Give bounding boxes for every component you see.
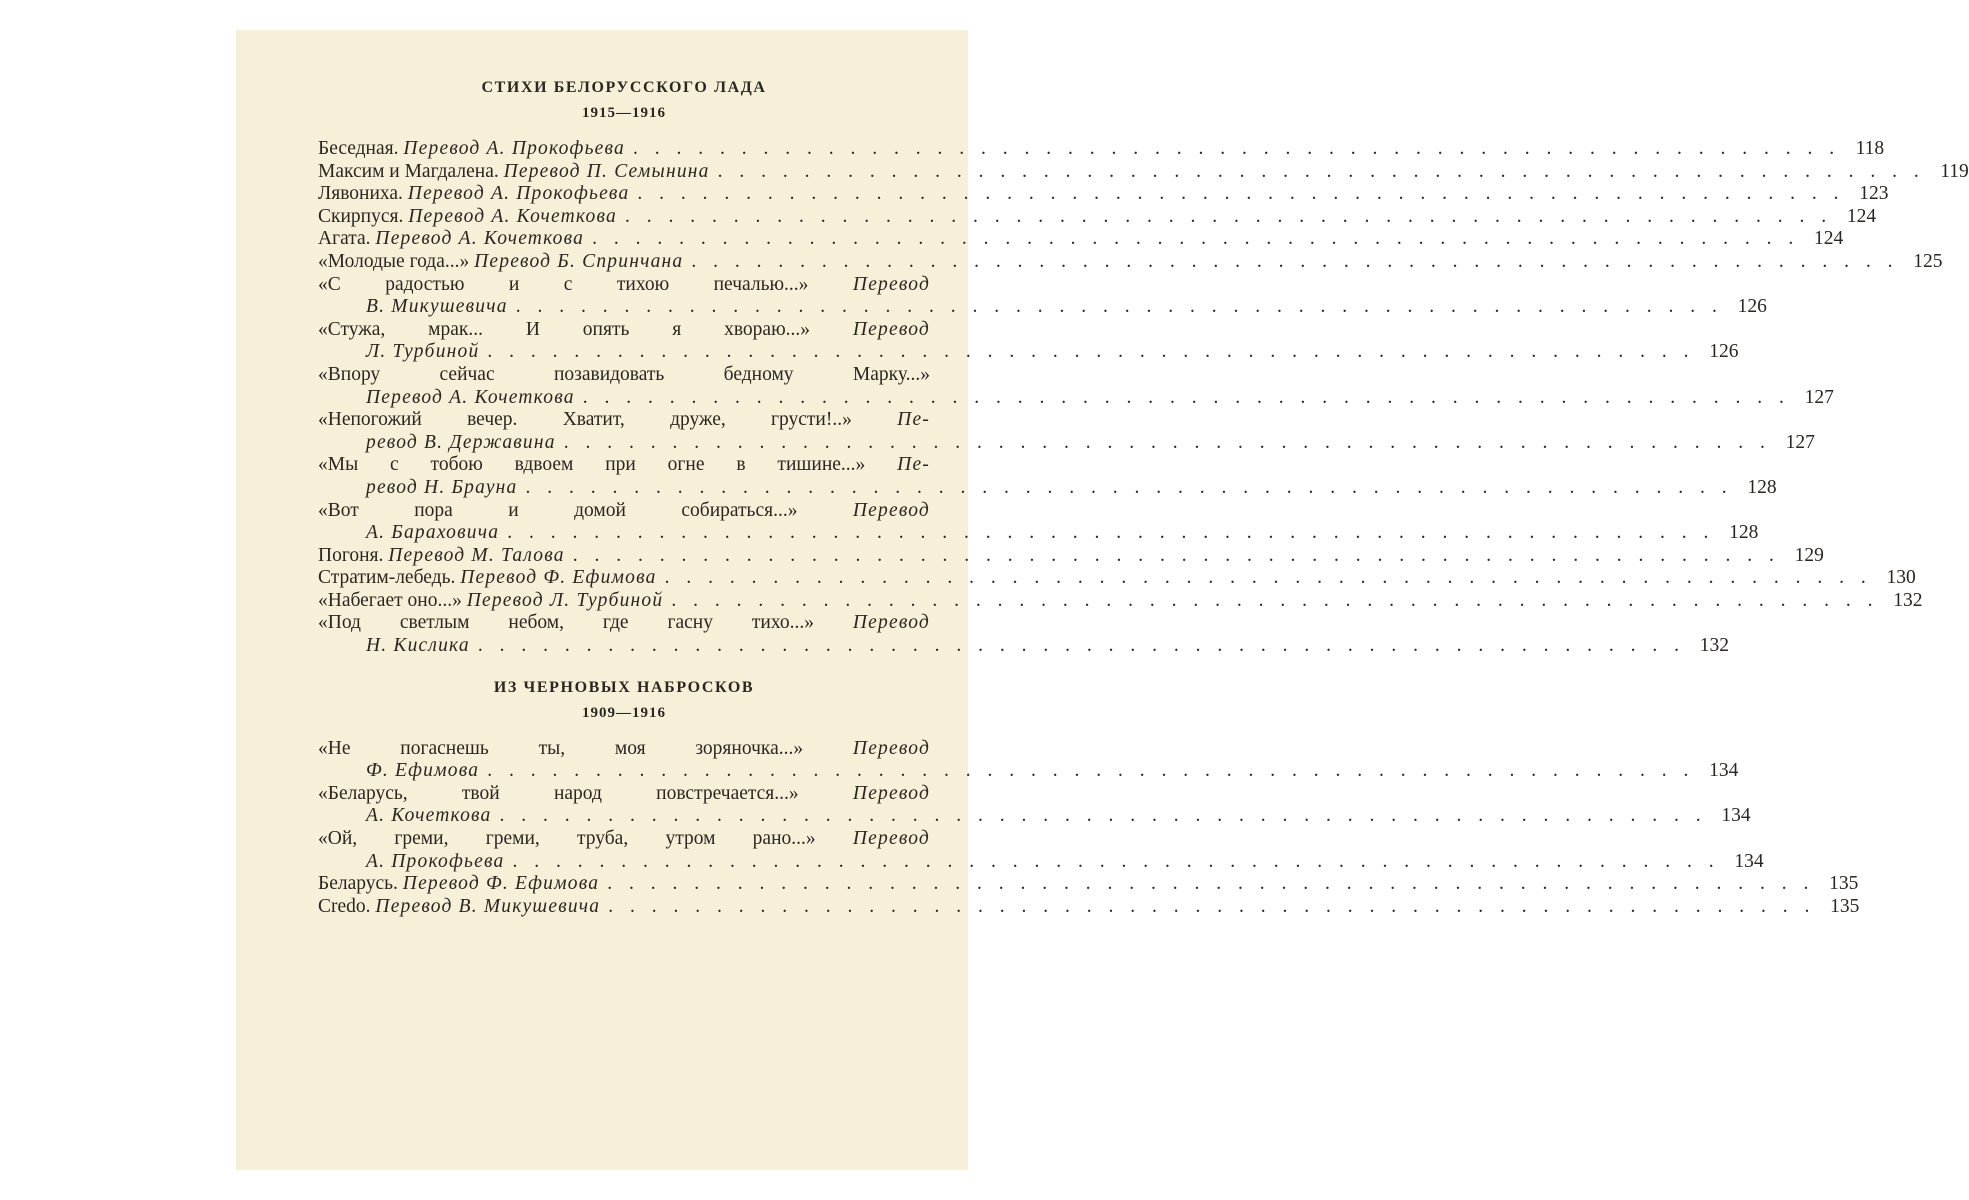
toc-entry-text: [318, 228, 584, 251]
poem-title: «Набегает оно...»: [318, 589, 462, 611]
toc-entry-line: [318, 183, 1889, 206]
toc-entry-line: [318, 250, 1943, 274]
toc-entry-line: [318, 138, 1885, 161]
section-title: ИЗ ЧЕРНОВЫХ НАБРОСКОВ: [493, 678, 755, 696]
dot-leader: . . . . . . . . . . . . . . . . . . . . . . . . . . . . . . . . . . . . . . . . . . . . . . . . . . . . . . . .: [664, 567, 1872, 589]
toc-entry-second-line: [318, 850, 1764, 874]
toc-entry-first-line: [318, 274, 930, 297]
poem-title: Погоня.: [318, 544, 384, 566]
poem-title: «Вот пора и домой собираться...»: [318, 499, 798, 521]
toc-entry-second-line: [318, 635, 1729, 658]
translator-credit: Перевод А. Кочеткова: [375, 228, 585, 250]
toc-entry-text: [366, 432, 556, 455]
section-title: СТИХИ БЕЛОРУССКОГО ЛАДА: [481, 79, 767, 96]
toc-entry[interactable]: [318, 567, 1916, 590]
toc-entry[interactable]: [318, 873, 1859, 896]
toc-entry-text: [366, 477, 518, 500]
translator-credit: Перевод Б. Спринчана: [474, 250, 684, 272]
toc-entry-second-line: [318, 341, 1739, 364]
page-number: 128: [1729, 522, 1759, 544]
poem-title: «С радостью и с тихою печалью...»: [318, 273, 809, 295]
page-number: 134: [1734, 850, 1764, 872]
section-years: 1909—1916: [582, 704, 666, 721]
translator-credit: Перевод М. Талова: [388, 544, 565, 566]
translator-credit-start: Перевод: [852, 499, 930, 521]
toc-entry-second-line: [318, 431, 1815, 455]
toc-entry-text: [318, 896, 600, 919]
dot-leader: . . . . . . . . . . . . . . . . . . . . . . . . . . . . . . . . . . . . . . . . . . . . . . . . . . . . . . . .: [572, 544, 1780, 566]
dot-leader: . . . . . . . . . . . . . . . . . . . . . . . . . . . . . . . . . . . . . . . . . . . . . . . . . . . . . . . .: [487, 760, 1695, 782]
page-number: 127: [1804, 386, 1834, 408]
translator-credit: Перевод Ф. Ефимова: [460, 567, 657, 589]
translator-credit: Перевод А. Прокофьева: [403, 138, 625, 159]
page-number: 135: [1829, 873, 1859, 895]
toc-entry-text: [318, 183, 629, 206]
poem-title: «Ой, греми, греми, труба, утром рано...»: [318, 828, 816, 850]
toc-entry-line: [318, 589, 1923, 613]
toc-entry[interactable]: [318, 409, 1815, 454]
dot-leader: . . . . . . . . . . . . . . . . . . . . . . . . . . . . . . . . . . . . . . . . . . . . . . . . . . . . . . . .: [717, 160, 1925, 182]
page-number: 124: [1813, 228, 1844, 250]
poem-title: «Молодые года...»: [318, 250, 470, 272]
toc-entry-text: [318, 206, 617, 229]
poem-title: «Впору сейчас позавидовать бедному Марку...»: [318, 363, 930, 385]
toc-entry[interactable]: [318, 138, 1885, 161]
translator-credit-start: Перевод: [852, 612, 930, 634]
toc-entry-first-line: [318, 612, 930, 635]
toc-entry-line: [318, 228, 1844, 251]
dot-leader: . . . . . . . . . . . . . . . . . . . . . . . . . . . . . . . . . . . . . . . . . . . . . . . . . . . . . . . .: [507, 522, 1715, 544]
translator-credit: Л. Турбиной: [366, 341, 480, 363]
toc-entry-text: [366, 387, 575, 410]
page-number: 134: [1721, 805, 1751, 827]
dot-leader: . . . . . . . . . . . . . . . . . . . . . . . . . . . . . . . . . . . . . . . . . . . . . . . . . . . . . . . .: [671, 589, 1879, 611]
toc-entry-first-line: [318, 364, 930, 387]
toc-entry-second-line: [318, 386, 1834, 410]
poem-title: Беларусь.: [318, 873, 398, 895]
toc-entry[interactable]: [318, 782, 1751, 828]
toc-entry-text: [318, 873, 599, 896]
toc-entry-first-line: [318, 500, 930, 523]
toc-entry-line: [318, 205, 1877, 229]
page-number: 128: [1747, 476, 1777, 498]
translator-credit-start: Перевод: [852, 273, 931, 295]
page-number: 126: [1709, 341, 1739, 363]
toc-entry-line: [318, 873, 1859, 896]
translator-credit: Перевод Л. Турбиной: [466, 589, 664, 611]
toc-entry-line: [318, 160, 1969, 184]
poem-title: Скирпуся.: [318, 205, 404, 227]
translator-credit: А. Кочеткова: [366, 805, 492, 827]
translator-credit: ревод В. Державина: [366, 431, 556, 453]
poem-title: «Не погаснешь ты, моя зоряночка...»: [318, 737, 804, 759]
poem-title: Лявониха.: [318, 183, 403, 205]
translator-credit: Перевод А. Кочеткова: [408, 205, 617, 227]
poem-title: Максим и Магдалена.: [318, 160, 499, 182]
toc-entry[interactable]: [318, 454, 1777, 499]
page-number: 130: [1886, 567, 1916, 589]
toc-entry-second-line: [318, 760, 1739, 783]
dot-leader: . . . . . . . . . . . . . . . . . . . . . . . . . . . . . . . . . . . . . . . . . . . . . . . . . . . . . . . .: [592, 228, 1800, 250]
translator-credit: ревод Н. Брауна: [366, 476, 518, 498]
toc-entry-text: [318, 545, 565, 568]
table-of-contents: [318, 76, 1969, 918]
translator-credit: Ф. Ефимова: [366, 760, 480, 782]
toc-entry-first-line: [318, 319, 930, 342]
toc-entry-text: [318, 590, 663, 613]
page-number: 134: [1709, 760, 1739, 782]
page-number: 126: [1737, 296, 1767, 318]
toc-entry-text: [366, 522, 499, 545]
toc-entry[interactable]: [318, 544, 1824, 568]
translator-credit: Н. Кислика: [366, 635, 470, 657]
translator-credit: Перевод А. Кочеткова: [366, 386, 575, 408]
toc-entry-text: [366, 635, 470, 658]
toc-entry-first-line: [318, 454, 930, 477]
poem-title: Агата.: [318, 228, 371, 250]
toc-entry[interactable]: [318, 499, 1759, 545]
toc-entry[interactable]: [318, 363, 1834, 409]
toc-entry[interactable]: [318, 612, 1729, 657]
toc-entry[interactable]: [318, 895, 1860, 919]
dot-leader: . . . . . . . . . . . . . . . . . . . . . . . . . . . . . . . . . . . . . . . . . . . . . . . . . . . . . . . .: [477, 635, 1685, 657]
dot-leader: . . . . . . . . . . . . . . . . . . . . . . . . . . . . . . . . . . . . . . . . . . . . . . . . . . . . . . . .: [624, 205, 1833, 227]
page-number: 124: [1846, 205, 1877, 227]
toc-entry-text: [366, 851, 504, 874]
section-spacer: [318, 658, 930, 676]
translator-credit-start: Перевод: [852, 737, 931, 759]
toc-entry-first-line: [318, 738, 930, 761]
translator-credit: Перевод Ф. Ефимова: [402, 873, 600, 895]
translator-credit: Перевод А. Прокофьева: [407, 183, 630, 205]
translator-credit: А. Прокофьева: [366, 850, 505, 872]
toc-entry-line: [318, 544, 1824, 568]
book-page: [236, 30, 1969, 1170]
poem-title: Стратим-лебедь.: [318, 567, 456, 589]
dot-leader: . . . . . . . . . . . . . . . . . . . . . . . . . . . . . . . . . . . . . . . . . . . . . . . . . . . . . . . .: [563, 431, 1771, 453]
page-number: 127: [1785, 431, 1815, 453]
poem-title: «Под светлым небом, где гасну тихо...»: [318, 612, 814, 634]
page-number: 129: [1794, 544, 1824, 566]
toc-entry-text: [366, 805, 492, 828]
toc-entry-first-line: [318, 828, 930, 851]
dot-leader: . . . . . . . . . . . . . . . . . . . . . . . . . . . . . . . . . . . . . . . . . . . . . . . . . . . . . . . .: [637, 183, 1845, 205]
toc-entry-text: [318, 138, 625, 161]
toc-entry[interactable]: [318, 589, 1923, 613]
section-years: 1915—1916: [582, 105, 666, 121]
toc-entry-first-line: [318, 409, 930, 432]
poem-title: «Мы с тобою вдвоем при огне в тишине...»: [318, 454, 866, 476]
dot-leader: . . . . . . . . . . . . . . . . . . . . . . . . . . . . . . . . . . . . . . . . . . . . . . . . . . . . . . . .: [607, 873, 1815, 895]
translator-credit: В. Микушевича: [366, 296, 508, 318]
translator-credit-start: Перевод: [852, 828, 930, 850]
translator-credit-start: Перевод: [852, 318, 930, 340]
toc-entry-second-line: [318, 296, 1767, 319]
translator-credit: А. Бараховича: [366, 522, 500, 544]
dot-leader: . . . . . . . . . . . . . . . . . . . . . . . . . . . . . . . . . . . . . . . . . . . . . . . . . . . . . . . .: [525, 476, 1733, 498]
poem-title: «Стужа, мрак... И опять я хвораю...»: [318, 318, 811, 340]
toc-entry[interactable]: [318, 183, 1889, 206]
toc-entry-second-line: [318, 522, 1759, 545]
page-number: 135: [1830, 895, 1860, 917]
page-number: 132: [1893, 589, 1923, 611]
poem-title: Credo.: [318, 895, 371, 917]
toc-entry[interactable]: [318, 737, 1739, 783]
dot-leader: . . . . . . . . . . . . . . . . . . . . . . . . . . . . . . . . . . . . . . . . . . . . . . . . . . . . . . . .: [632, 138, 1841, 159]
toc-entry-text: [318, 251, 683, 274]
page-number: 125: [1913, 250, 1943, 272]
toc-entry[interactable]: [318, 828, 1764, 873]
toc-entry-second-line: [318, 476, 1777, 500]
page-number: 132: [1699, 635, 1729, 657]
toc-entry-first-line: [318, 783, 930, 806]
toc-entry-text: [318, 161, 710, 184]
toc-entry[interactable]: [318, 160, 1969, 184]
toc-entry-text: [318, 567, 657, 590]
page-number: 123: [1859, 183, 1889, 205]
dot-leader: . . . . . . . . . . . . . . . . . . . . . . . . . . . . . . . . . . . . . . . . . . . . . . . . . . . . . . . .: [582, 386, 1790, 408]
toc-entry-second-line: [318, 805, 1751, 828]
dot-leader: . . . . . . . . . . . . . . . . . . . . . . . . . . . . . . . . . . . . . . . . . . . . . . . . . . . . . . . .: [691, 250, 1899, 272]
poem-title: «Беларусь, твой народ повстречается...»: [318, 782, 799, 804]
translator-credit-start: Пе-: [897, 454, 931, 476]
poem-title: Беседная.: [318, 138, 399, 159]
dot-leader: . . . . . . . . . . . . . . . . . . . . . . . . . . . . . . . . . . . . . . . . . . . . . . . . . . . . . . . .: [512, 850, 1720, 872]
translator-credit-start: Перевод: [852, 782, 931, 804]
toc-entry[interactable]: [318, 205, 1877, 229]
toc-entry-text: [366, 341, 479, 364]
dot-leader: . . . . . . . . . . . . . . . . . . . . . . . . . . . . . . . . . . . . . . . . . . . . . . . . . . . . . . . .: [515, 296, 1723, 318]
dot-leader: . . . . . . . . . . . . . . . . . . . . . . . . . . . . . . . . . . . . . . . . . . . . . . . . . . . . . . . .: [608, 895, 1816, 917]
page-number: 118: [1855, 138, 1885, 159]
dot-leader: . . . . . . . . . . . . . . . . . . . . . . . . . . . . . . . . . . . . . . . . . . . . . . . . . . . . . . . .: [499, 805, 1707, 827]
translator-credit: Перевод В. Микушевича: [375, 895, 601, 917]
toc-entry[interactable]: [318, 273, 1767, 319]
page-number: 119: [1940, 160, 1969, 182]
toc-entry-line: [318, 895, 1860, 919]
toc-entry-text: [366, 760, 479, 783]
translator-credit: Перевод П. Семынина: [503, 160, 710, 182]
toc-entry[interactable]: [318, 318, 1739, 364]
toc-entry[interactable]: [318, 228, 1844, 251]
dot-leader: . . . . . . . . . . . . . . . . . . . . . . . . . . . . . . . . . . . . . . . . . . . . . . . . . . . . . . . .: [487, 341, 1695, 363]
poem-title: «Непогожий вечер. Хватит, друже, грусти!..»: [318, 409, 852, 431]
translator-credit-start: Пе-: [897, 409, 931, 431]
toc-entry[interactable]: [318, 250, 1943, 274]
toc-entry-line: [318, 567, 1916, 590]
toc-entry-text: [366, 296, 508, 319]
